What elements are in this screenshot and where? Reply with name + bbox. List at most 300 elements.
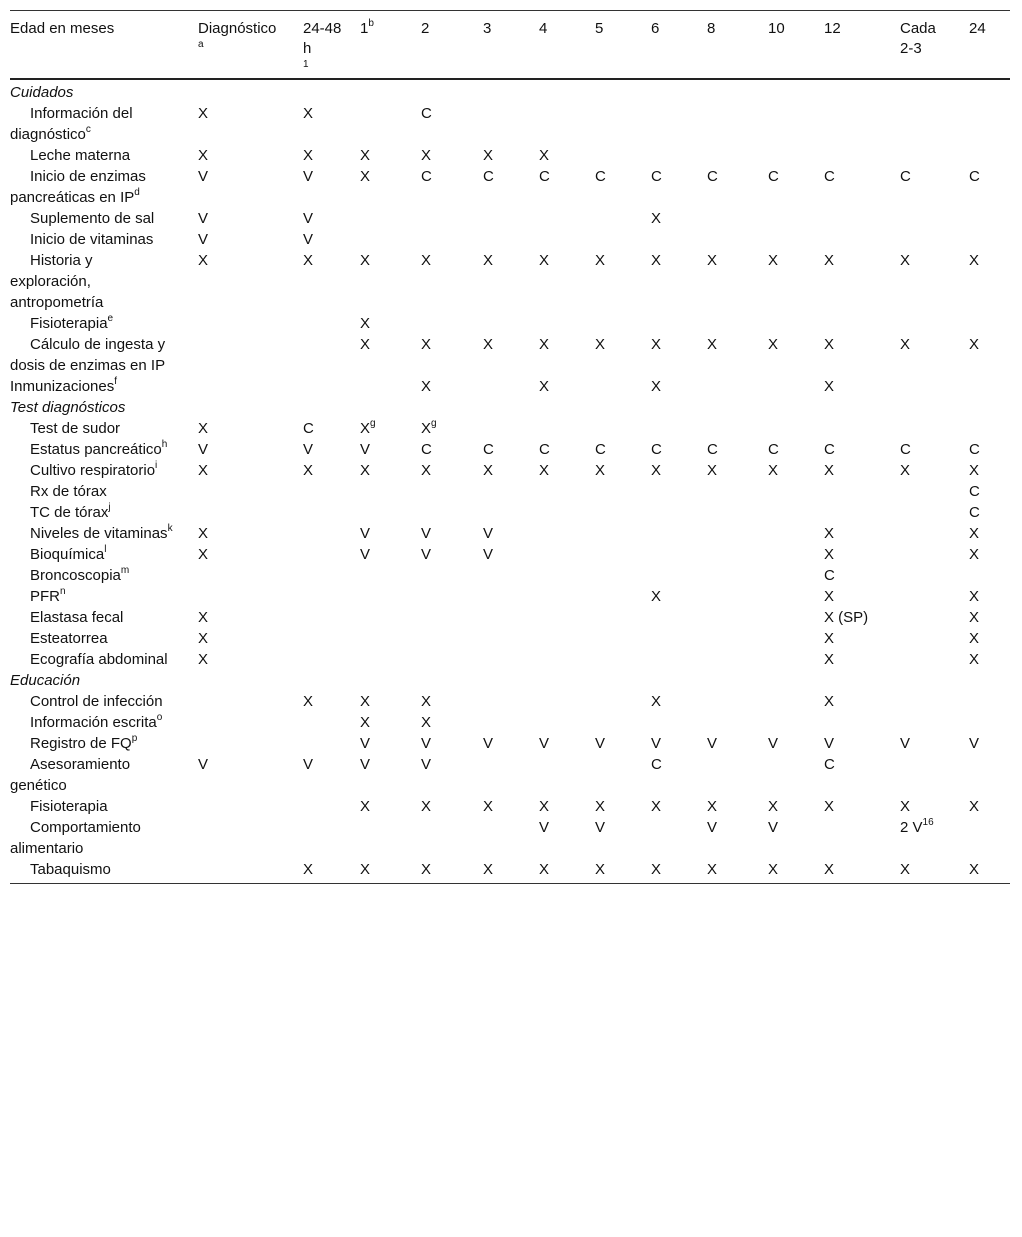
table-cell [409, 607, 471, 628]
cell-footnote: g [431, 418, 437, 429]
table-cell [888, 208, 957, 229]
table-cell: X [707, 462, 718, 479]
table-cell: X [900, 252, 911, 269]
table-cell: X [539, 861, 550, 878]
table-cell: X [198, 105, 209, 122]
table-cell [695, 418, 756, 439]
table-cell: X [651, 693, 662, 710]
table-cell [812, 502, 888, 523]
table-cell [291, 607, 348, 628]
table-cell [695, 208, 756, 229]
screening-schedule-table [10, 10, 1010, 884]
table-cell [527, 229, 583, 250]
table-row [10, 733, 1010, 754]
row-label-cell [10, 733, 186, 754]
row-label-footnote: c [85, 124, 91, 135]
table-cell: X [707, 252, 718, 269]
row-label-cell [10, 523, 186, 544]
table-cell [583, 649, 639, 670]
table-cell [957, 229, 1010, 250]
table-cell [471, 586, 527, 607]
row-label-cell [10, 166, 186, 208]
header-col-label: 3 [483, 20, 492, 37]
row-label: Niveles de vitaminas [30, 525, 168, 542]
table-cell [583, 103, 639, 145]
table-cell [695, 523, 756, 544]
header-col-label: Cada 2-3 [900, 20, 936, 57]
table-cell [527, 607, 583, 628]
row-label-footnote: j [108, 502, 111, 513]
table-cell [756, 712, 812, 733]
table-cell [756, 229, 812, 250]
table-cell: X [651, 798, 662, 815]
table-cell: V [360, 441, 371, 458]
table-cell [639, 607, 695, 628]
table-cell: V [198, 210, 209, 227]
row-label: Ecografía abdominal [30, 651, 168, 668]
table-cell: C [707, 168, 718, 185]
table-cell [695, 712, 756, 733]
table-cell: X [360, 336, 371, 353]
table-cell [583, 229, 639, 250]
table-cell [639, 103, 695, 145]
table-cell: X [900, 861, 911, 878]
row-label: Inicio de vitaminas [30, 231, 154, 248]
row-label-cell [10, 313, 186, 334]
table-cell [348, 481, 409, 502]
table-cell: V [360, 546, 371, 563]
row-label-cell [10, 628, 186, 649]
row-label-cell [10, 859, 186, 884]
table-cell: V [360, 756, 371, 773]
header-col-label: 5 [595, 20, 604, 37]
table-cell: C [824, 756, 835, 773]
table-row [10, 523, 1010, 544]
table-cell [888, 481, 957, 502]
table-cell [583, 628, 639, 649]
table-row [10, 145, 1010, 166]
table-cell: V [303, 756, 314, 773]
table-cell: C [969, 168, 980, 185]
table-cell [756, 502, 812, 523]
header-col [812, 11, 888, 80]
table-cell: X [483, 861, 494, 878]
table-cell [527, 418, 583, 439]
table-cell [639, 649, 695, 670]
table-cell: X [483, 336, 494, 353]
section-row [10, 397, 1010, 418]
header-col [639, 11, 695, 80]
row-label-footnote: l [104, 544, 107, 555]
table-cell [348, 229, 409, 250]
table-cell: X [198, 609, 209, 626]
row-label-cell [10, 691, 186, 712]
row-label: Broncoscopia [30, 567, 121, 584]
table-cell: X [483, 147, 494, 164]
table-cell [471, 628, 527, 649]
row-label-footnote: n [60, 586, 66, 597]
table-cell [888, 313, 957, 334]
table-cell: C [421, 441, 432, 458]
table-cell: X [651, 210, 662, 227]
table-cell: X [421, 462, 432, 479]
table-cell: X [303, 693, 314, 710]
table-cell [639, 565, 695, 586]
table-cell [348, 817, 409, 859]
table-cell: C [595, 441, 606, 458]
table-cell: V [421, 546, 432, 563]
table-cell: V [303, 441, 314, 458]
table-cell [583, 754, 639, 796]
table-cell [409, 586, 471, 607]
table-row [10, 565, 1010, 586]
table-cell [291, 481, 348, 502]
table-cell: C [421, 105, 432, 122]
table-row [10, 250, 1010, 313]
table-cell: X [483, 462, 494, 479]
table-cell: X [198, 462, 209, 479]
row-label: PFR [30, 588, 60, 605]
row-label-cell [10, 586, 186, 607]
table-cell [756, 649, 812, 670]
table-cell: X [969, 462, 980, 479]
row-label-cell [10, 649, 186, 670]
table-row [10, 712, 1010, 733]
table-cell [756, 565, 812, 586]
table-cell: X [969, 798, 980, 815]
table-cell: X [969, 861, 980, 878]
table-cell [527, 313, 583, 334]
table-cell [888, 523, 957, 544]
row-label: Registro de FQ [30, 735, 132, 752]
table-cell [291, 523, 348, 544]
table-cell: V [969, 735, 980, 752]
table-cell [291, 565, 348, 586]
table-cell: X [824, 588, 835, 605]
table-cell: X [360, 252, 371, 269]
table-cell [583, 208, 639, 229]
table-cell [409, 502, 471, 523]
table-cell: X [969, 336, 980, 353]
table-cell [957, 208, 1010, 229]
table-cell [348, 649, 409, 670]
table-cell [888, 607, 957, 628]
table-cell [888, 502, 957, 523]
cell-value: X [360, 420, 371, 437]
row-label: Cálculo de ingesta y dosis de enzimas en IP [10, 336, 166, 374]
table-cell [186, 586, 291, 607]
table-cell: X [651, 588, 662, 605]
table-cell: V [483, 735, 494, 752]
table-cell [291, 376, 348, 397]
row-label: Esteatorrea [30, 630, 108, 647]
table-cell [186, 565, 291, 586]
table-cell: V [198, 756, 209, 773]
table-cell: X [360, 462, 371, 479]
table-cell: X [707, 798, 718, 815]
table-cell: X [900, 798, 911, 815]
table-cell [527, 502, 583, 523]
table-cell: X [360, 714, 371, 731]
table-row [10, 628, 1010, 649]
table-cell: X [651, 336, 662, 353]
table-cell: X [824, 378, 835, 395]
table-cell [957, 103, 1010, 145]
table-cell [291, 628, 348, 649]
table-cell [527, 754, 583, 796]
table-cell: C [707, 441, 718, 458]
table-cell [639, 628, 695, 649]
table-cell: C [969, 441, 980, 458]
table-cell [639, 145, 695, 166]
table-cell: X [824, 630, 835, 647]
table-cell [888, 418, 957, 439]
table-cell [409, 817, 471, 859]
table-cell [695, 691, 756, 712]
row-label: Historia y exploración, antropometría [10, 252, 104, 311]
table-cell [888, 817, 957, 859]
table-cell: X [539, 147, 550, 164]
header-col [471, 11, 527, 80]
table-cell: C [824, 168, 835, 185]
table-cell [471, 208, 527, 229]
row-label: Suplemento de sal [30, 210, 155, 227]
table-cell [348, 103, 409, 145]
table-cell [527, 712, 583, 733]
table-cell: V [483, 546, 494, 563]
table-cell [471, 418, 527, 439]
row-label-cell [10, 208, 186, 229]
table-cell [957, 565, 1010, 586]
row-label: Información del diagnóstico [10, 105, 133, 143]
row-label-cell [10, 229, 186, 250]
table-row [10, 334, 1010, 376]
table-cell [756, 481, 812, 502]
table-cell: V [421, 525, 432, 542]
table-cell [812, 712, 888, 733]
section-row [10, 670, 1010, 691]
header-col-label: 12 [824, 20, 841, 37]
table-cell: V [421, 756, 432, 773]
table-cell: X [198, 420, 209, 437]
table-cell: X [421, 147, 432, 164]
table-cell: X [595, 462, 606, 479]
table-cell [186, 334, 291, 376]
header-col [695, 11, 756, 80]
table-cell [471, 565, 527, 586]
table-cell [527, 649, 583, 670]
cell-value: X [421, 420, 432, 437]
section-title: Test diagnósticos [10, 399, 126, 416]
row-label-footnote: m [120, 565, 130, 576]
table-cell: X [360, 315, 371, 332]
table-cell [186, 817, 291, 859]
table-cell [527, 586, 583, 607]
table-cell [348, 607, 409, 628]
header-col [756, 11, 812, 80]
table-row [10, 796, 1010, 817]
table-row [10, 607, 1010, 628]
table-cell [695, 502, 756, 523]
table-cell [348, 376, 409, 397]
table-cell: X [539, 252, 550, 269]
table-cell [756, 691, 812, 712]
table-cell [756, 754, 812, 796]
table-cell [527, 565, 583, 586]
row-label: Tabaquismo [30, 861, 111, 878]
header-col [888, 11, 957, 80]
row-label-cell [10, 145, 186, 166]
header-col-footnote: 1 [303, 59, 309, 70]
table-cell [291, 712, 348, 733]
row-label: Test de sudor [30, 420, 121, 437]
table-cell [527, 523, 583, 544]
table-cell: V [198, 441, 209, 458]
row-label-cell [10, 439, 186, 460]
table-cell [812, 229, 888, 250]
table-cell [409, 565, 471, 586]
table-cell: X [421, 378, 432, 395]
row-label-cell [10, 796, 186, 817]
table-cell: X [303, 252, 314, 269]
row-label: Comportamiento alimentario [10, 819, 141, 857]
table-cell [695, 229, 756, 250]
table-cell [409, 418, 471, 439]
table-cell [756, 376, 812, 397]
table-cell [291, 586, 348, 607]
table-cell [957, 712, 1010, 733]
table-cell: X [707, 861, 718, 878]
table-cell: X [483, 252, 494, 269]
table-body [10, 79, 1010, 884]
table-cell [756, 586, 812, 607]
table-row [10, 502, 1010, 523]
table-cell: C [768, 441, 779, 458]
table-cell [291, 649, 348, 670]
table-cell [291, 313, 348, 334]
row-label-cell [10, 250, 186, 313]
table-cell [471, 313, 527, 334]
row-label: Rx de tórax [30, 483, 107, 500]
table-cell: X [969, 651, 980, 668]
table-cell: X [824, 252, 835, 269]
table-cell [812, 481, 888, 502]
table-cell [471, 712, 527, 733]
table-cell: X [421, 714, 432, 731]
header-col-label: Diagnóstico [198, 20, 277, 37]
table-cell [812, 103, 888, 145]
table-cell [756, 313, 812, 334]
table-cell: X [198, 630, 209, 647]
table-cell: C [969, 483, 980, 500]
table-cell: X [824, 462, 835, 479]
header-col-label: 4 [539, 20, 548, 37]
row-label: Elastasa fecal [30, 609, 124, 626]
table-cell [756, 103, 812, 145]
header-col [409, 11, 471, 80]
table-cell [695, 481, 756, 502]
table-cell [471, 229, 527, 250]
cell-value: 2 V [900, 819, 923, 836]
table-cell [639, 481, 695, 502]
table-cell [888, 103, 957, 145]
table-cell [186, 691, 291, 712]
table-cell: X [198, 252, 209, 269]
table-cell [812, 313, 888, 334]
table-cell [695, 754, 756, 796]
row-label-cell [10, 502, 186, 523]
table-cell: V [360, 735, 371, 752]
table-cell: X [824, 525, 835, 542]
table-row [10, 481, 1010, 502]
table-cell: V [483, 525, 494, 542]
table-cell: X [768, 462, 779, 479]
table-cell: C [483, 168, 494, 185]
table-cell [583, 712, 639, 733]
table-cell: V [421, 735, 432, 752]
table-cell: V [768, 735, 779, 752]
table-cell [291, 334, 348, 376]
table-cell [957, 418, 1010, 439]
table-cell [348, 418, 409, 439]
table-cell [471, 103, 527, 145]
table-cell [186, 502, 291, 523]
table-cell [348, 586, 409, 607]
table-cell [583, 145, 639, 166]
table-cell: X [969, 525, 980, 542]
row-label: Inicio de enzimas pancreáticas en IP [10, 168, 146, 206]
row-label: Fisioterapia [30, 798, 108, 815]
table-cell [409, 481, 471, 502]
table-cell: C [483, 441, 494, 458]
table-cell: X [768, 252, 779, 269]
table-cell: X [595, 798, 606, 815]
table-cell [756, 607, 812, 628]
table-cell: V [198, 168, 209, 185]
row-label-footnote: e [107, 313, 114, 324]
table-cell [695, 565, 756, 586]
table-cell: X [198, 525, 209, 542]
table-cell: X [198, 546, 209, 563]
table-cell [695, 586, 756, 607]
header-col [527, 11, 583, 80]
row-label-cell [10, 754, 186, 796]
header-col [348, 11, 409, 80]
row-label-footnote: d [134, 187, 140, 198]
table-cell: C [303, 420, 314, 437]
table-cell: C [421, 168, 432, 185]
table-row [10, 817, 1010, 859]
table-cell [471, 649, 527, 670]
table-cell: X [360, 168, 371, 185]
table-cell [888, 544, 957, 565]
table-cell: C [651, 441, 662, 458]
row-label-cell [10, 544, 186, 565]
table-cell: X [824, 336, 835, 353]
row-label: Cultivo respiratorio [30, 462, 156, 479]
table-cell: C [824, 441, 835, 458]
table-cell [471, 607, 527, 628]
table-cell [957, 313, 1010, 334]
table-cell [888, 712, 957, 733]
table-cell [957, 754, 1010, 796]
table-cell [888, 145, 957, 166]
table-cell: X [539, 462, 550, 479]
table-cell: X [824, 651, 835, 668]
table-cell [888, 229, 957, 250]
table-cell [812, 145, 888, 166]
table-cell [695, 628, 756, 649]
